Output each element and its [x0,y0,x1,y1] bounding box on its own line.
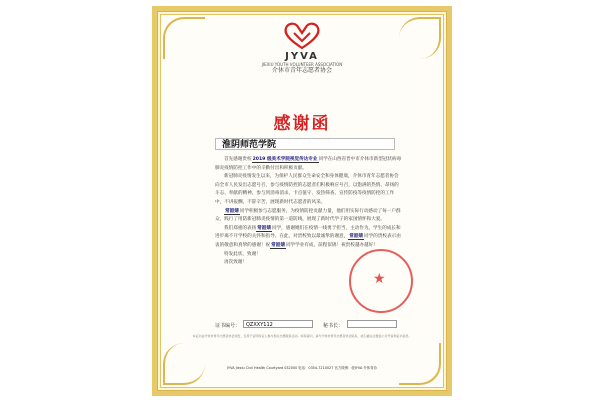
student-name: 常韶婧 [349,234,364,240]
certificate-title: 感谢函 [273,114,331,134]
star-icon: ★ [373,271,386,287]
cert-number-field: QZXXY112 [243,320,313,328]
paragraph-1: 首先感谢贵校2019 级美术学院视觉传达专业同学在山西省晋中市介休市新型冠状病毒肺炎疫情防控工作中的辛勤付出和积极贡献。 [215,157,402,171]
student-name: 常韶婧 [271,242,285,248]
recipient-name: 淮阴师范学院 [215,138,395,150]
closing-2: 再次致谢！ [224,260,247,266]
corner-ornament [163,343,205,385]
paragraph-4: 我们郑重的表扬常韶婧同学，感谢她们在疫情一线勇于担当，主动作为。学生的成长和进步离不开学校的关怀和指导。在此，对贵校致以最诚挚的谢意，常韶婧同学的贵校表示由衷的敬意和真挚的感谢！祝常韶婧同学学业有成，前程似锦！祝贵校越办越好！ [215,225,401,248]
official-seal [349,249,413,313]
secretary-label: 秘书长： [323,323,344,329]
closing-1: 特发此状，致谢！ [224,251,261,257]
highlight-class: 2019 级美术学院视觉传达专业 [252,157,318,162]
paragraph-2: 新冠肺炎疫情发生以来，为保护人民群众生命安全和身体健康，介休市青年志愿者协会向全市人民发出志愿号召，参与疫情防控的志愿者们积极响应号召，以饱满的热情、昂扬的斗志、奉献的精神、参与到消毒消杀、卡点值守、发热筛查、宣传防疫等疫情防控的工作中，不讲报酬，不辞辛苦，展现新时代志愿者的风采。 [215,174,399,205]
corner-ornament [399,343,441,385]
footer-address: JYVA Jiexiu Civil Health Courtyard 032000 电话：0354-7210027 官方微博：@JYVA 介休青协 [227,366,377,370]
paragraph-3: 常韶婧同学积极参与志愿服务，为疫情防控贡献力量，他们用实际行动感动了每一户群众，践行了用防新冠肺炎疫情的第一道防线，展现了新时代学子的家国情怀和大爱。 [215,208,401,223]
footer-notes: 本证书由介休市青年志愿者协会颁发，仅用于证明持证人参与相关志愿服务活动。如有疑问，请与介休市青年志愿者协会联系，或扫描关注微信公众号查询证书信息。 [192,334,412,338]
logo-subtitle: JIEXIU YOUTH VOLUNTEER ASSOCIATION [261,62,343,67]
heart-logo-icon [282,21,322,51]
student-name: 常韶婧 [257,225,271,231]
certificate-page [152,6,452,396]
secretary-field [347,320,397,328]
logo-org-name: 介休市青年志愿者协会 [271,67,332,74]
cert-number-label: 证书编号： [215,323,241,329]
logo-wordmark: JYVA [285,51,319,62]
student-name: 常韶婧 [225,208,239,214]
header-logo [157,21,447,75]
